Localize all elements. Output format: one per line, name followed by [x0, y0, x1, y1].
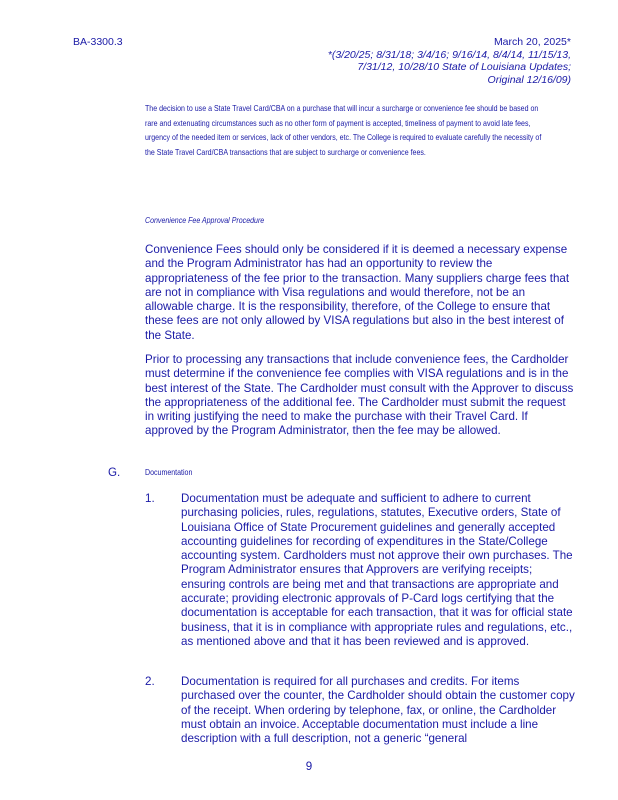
revision-header [328, 36, 571, 86]
page-number: 9 [305, 760, 313, 773]
revision-history-line-3: Original 12/16/09) [487, 73, 571, 86]
revision-date: March 20, 2025* [493, 36, 571, 48]
list-item-text: Documentation must be adequate and sufficient to adhere to current purchasing policies, rules, regulations, statutes, Executive orders, State of Louisiana Office of State Procurement guidelines and generally accepted accounting guidelines for recording of expenditures in the State/College accounting system. Cardholders must not approve their own purchases. The Program Administrator ensures that Approvers are verifying receipts; ensuring controls are being met and that transactions are appropriate and accurate; providing electronic approvals of P-Card logs certifying that the documentation is acceptable for each transaction, that it was for official state business, that it is in compliance with appropriate rules and regulations, etc., as mentioned above and that it has been reviewed and is approved. [181, 492, 573, 648]
section-letter: G. [108, 466, 121, 479]
list-item-text: Documentation is required for all purchases and credits. For items purchased over the counter, the Cardholder should obtain the customer copy of the receipt. When ordering by telephone, fax, or online, the Cardholder must obtain an invoice. Acceptable documentation must include a line description with a full description, not a generic “general [181, 675, 575, 746]
list-item-number: 1. [145, 492, 155, 505]
revision-history-line-1: *(3/20/25; 8/31/18; 3/4/16; 9/16/14, 8/4/14, 11/15/13, [327, 48, 571, 61]
list-item-number: 2. [145, 675, 155, 688]
document-id: BA-3300.3 [73, 36, 123, 48]
section-title: Documentation [145, 467, 193, 477]
convenience-fee-paragraph-2: Prior to processing any transactions that include convenience fees, the Cardholder must determine if the convenience fee complies with VISA regulations and is in the best interest of the State. The Cardholder must consult with the Approver to discuss the appropriateness of the additional fee. The Cardholder must submit the request in writing justifying the need to make the purchase with their Travel Card. If approved by the Program Administrator, then the fee may be allowed. [145, 353, 574, 438]
surcharge-paragraph: The decision to use a State Travel Card/CBA on a purchase that will incur a surcharge or convenience fee should be based on rare and extenuating circumstances such as no other form of payment is accepted, timeliness of payment to avoid late fees, urgency of the needed item or services, lack of other vendors, etc. The College is required to evaluate carefully the necessity of the State Travel Card/CBA transactions that are subject to surcharge or convenience fees. [145, 103, 542, 157]
convenience-fee-procedure-title: Convenience Fee Approval Procedure [145, 215, 265, 225]
convenience-fee-paragraph-1: Convenience Fees should only be considered if it is deemed a necessary expense and the Program Administrator has had an opportunity to review the appropriateness of the fee prior to the transaction. Many suppliers charge fees that are not in compliance with Visa regulations and would therefore, not be an allowable charge. It is the responsibility, therefore, of the College to ensure that these fees are not only allowed by VISA regulations but also in the best interest of the State. [145, 243, 570, 342]
revision-history-line-2: 7/31/12, 10/28/10 State of Louisiana Updates; [357, 61, 571, 73]
